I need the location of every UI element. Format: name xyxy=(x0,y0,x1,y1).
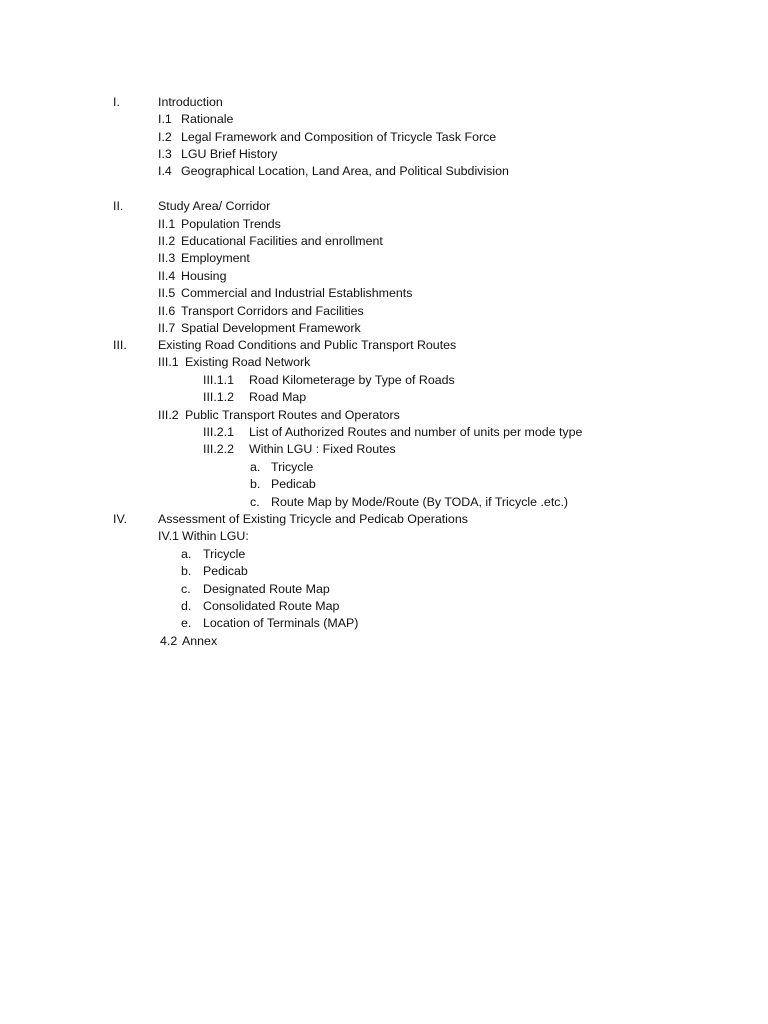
item-number: e. xyxy=(181,616,192,630)
item-number: I.1 xyxy=(158,112,172,126)
item-number: II.4 xyxy=(158,269,176,283)
item-text: Pedicab xyxy=(271,477,316,491)
item-text: Transport Corridors and Facilities xyxy=(181,304,364,318)
item-number: c. xyxy=(181,582,191,596)
item-text: Rationale xyxy=(181,112,234,126)
item-text: Road Kilometerage by Type of Roads xyxy=(249,373,455,387)
item-text: LGU Brief History xyxy=(181,147,278,161)
item-text: Location of Terminals (MAP) xyxy=(203,616,359,630)
item-number: III.1 xyxy=(158,355,179,369)
item-number: a. xyxy=(181,547,192,561)
item-number: III.1.1 xyxy=(203,373,234,387)
item-number: III.2.2 xyxy=(203,442,234,456)
item-text: Annex xyxy=(182,634,218,648)
item-number: I.2 xyxy=(158,130,172,144)
item-text: Commercial and Industrial Establishments xyxy=(181,286,413,300)
item-number: c. xyxy=(250,495,260,509)
item-number: II.5 xyxy=(158,286,176,300)
item-number: IV.1 xyxy=(158,529,179,543)
item-number: II.6 xyxy=(158,304,176,318)
item-number: d. xyxy=(181,599,192,613)
item-text: Existing Road Network xyxy=(185,355,311,369)
item-text: Within LGU : Fixed Routes xyxy=(249,442,396,456)
item-number: I.4 xyxy=(158,164,172,178)
item-text: Employment xyxy=(181,251,250,265)
item-text: Tricycle xyxy=(271,460,314,474)
item-text: Consolidated Route Map xyxy=(203,599,340,613)
item-text: Geographical Location, Land Area, and Political Subdivision xyxy=(181,164,509,178)
item-number: III.2 xyxy=(158,408,179,422)
item-text: Designated Route Map xyxy=(203,582,330,596)
item-number: III.2.1 xyxy=(203,425,234,439)
item-number: b. xyxy=(181,564,192,578)
item-number: II.3 xyxy=(158,251,176,265)
section-numeral: I. xyxy=(113,95,120,109)
item-number: II.7 xyxy=(158,321,176,335)
item-number: III.1.2 xyxy=(203,390,234,404)
section-title: Assessment of Existing Tricycle and Pedicab Operations xyxy=(158,512,468,526)
item-number: a. xyxy=(250,460,261,474)
item-text: Within LGU: xyxy=(182,529,249,543)
item-text: Tricycle xyxy=(203,547,246,561)
item-text: List of Authorized Routes and number of units per mode type xyxy=(249,425,583,439)
item-text: Public Transport Routes and Operators xyxy=(185,408,400,422)
item-text: Population Trends xyxy=(181,217,281,231)
item-text: Spatial Development Framework xyxy=(181,321,361,335)
item-number: II.2 xyxy=(158,234,176,248)
section-title: Introduction xyxy=(158,95,223,109)
item-number: b. xyxy=(250,477,261,491)
section-numeral: III. xyxy=(113,338,127,352)
item-text: Housing xyxy=(181,269,227,283)
section-numeral: IV. xyxy=(113,512,128,526)
item-text: Route Map by Mode/Route (By TODA, if Tricycle .etc.) xyxy=(271,495,569,509)
item-text: Pedicab xyxy=(203,564,248,578)
section-numeral: II. xyxy=(113,199,124,213)
section-title: Study Area/ Corridor xyxy=(158,199,271,213)
section-title: Existing Road Conditions and Public Transport Routes xyxy=(158,338,457,352)
item-number: II.1 xyxy=(158,217,176,231)
item-text: Road Map xyxy=(249,390,307,404)
item-text: Legal Framework and Composition of Tricycle Task Force xyxy=(181,130,497,144)
item-number: I.3 xyxy=(158,147,172,161)
item-text: Educational Facilities and enrollment xyxy=(181,234,383,248)
item-number: 4.2 xyxy=(160,634,178,648)
